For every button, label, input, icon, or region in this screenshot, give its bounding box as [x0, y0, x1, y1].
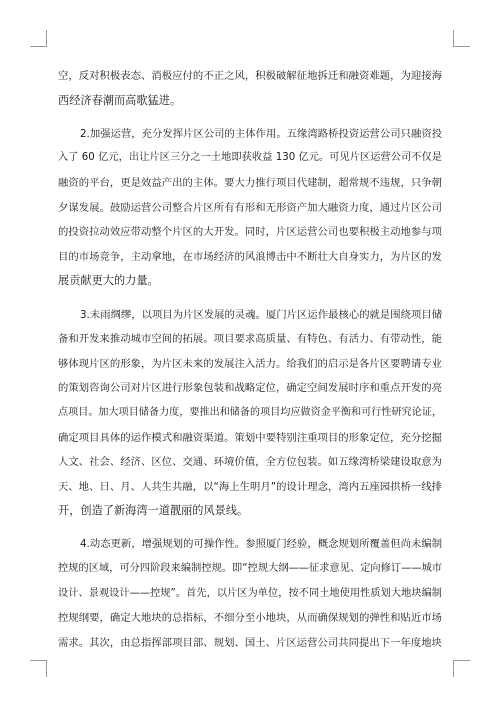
text-line: 确定项目具体的运作模式和融资渠道。策划中要特别注重项目的形象定位，充分挖掘 — [58, 431, 442, 444]
text-line: 空，反对积极表态、消极应付的不正之风，积极破解征地拆迁和融资难题，为迎接海 — [58, 70, 442, 82]
text-line: 3.未雨绸缪，以项目为片区发展的灵魂。厦门片区运作最核心的就是围绕项目储 — [80, 308, 442, 321]
crop-mark-top-left — [30, 30, 47, 47]
paragraph-continuation — [58, 64, 442, 113]
crop-mark-bottom-right — [453, 660, 470, 677]
text-line: 需求。其次，由总指挥部项目部、规划、国土、片区运营公司共同提出下一年度地块 — [58, 636, 442, 649]
text-line: 入了 60 亿元，出让片区三分之一土地即获收益 130 亿元。可见片区运营公司不仅是 — [58, 152, 442, 164]
text-line: 2.加强运营，充分发挥片区公司的主体作用。五缘湾路桥投资运营公司只融资投 — [80, 127, 442, 140]
paragraph-planning — [58, 532, 442, 655]
paragraph-operations — [58, 122, 442, 294]
text-line: 人文、社会、经济、区位、交通、环境价值，全方位包装。如五缘湾桥梁建设取意为 — [58, 456, 442, 469]
text-line: 目的市场竞争，主动拿地，在市场经济的风浪博击中不断壮大自身实力，为片区的发 — [58, 250, 442, 263]
crop-mark-top-right — [453, 30, 470, 47]
text-line: 的投资拉动效应带动整个片区的大开发。同时，片区运营公司也要积极主动地参与项 — [58, 226, 442, 239]
text-line: 够体现片区的形象，为片区未来的发展注入活力。给我们的启示是各片区要聘请专业 — [58, 357, 442, 370]
text-line: 备和开发来推动城市空间的拓展。项目要求高质量、有特色、有活力、有带动性，能 — [58, 333, 442, 346]
paragraph-projects — [58, 303, 442, 524]
text-line: 控规的区域，可分四阶段来编制控规。即“控规大纲——征求意见、定向修订——城市 — [58, 563, 442, 575]
text-line: 设计、景观设计——控规”。首先，以片区为单位，按不同土地使用性质划大地块编制 — [58, 587, 442, 599]
text-line: 展贡献更大的力量。 — [58, 274, 159, 288]
text-line: 融资的平台，更是效益产出的主体。要大力推行项目代建制，超常规不违规，只争朝 — [58, 176, 442, 189]
text-line: 控规纲要，确定大地块的总指标，不细分至小地块，从而确保规划的弹性和贴近市场 — [58, 612, 442, 625]
text-line: 的策划咨询公司对片区进行形象包装和战略定位，确定空间发展时序和重点开发的亮 — [58, 382, 442, 395]
crop-mark-bottom-left — [30, 660, 47, 677]
text-line: 夕谋发展。鼓励运营公司整合片区所有有形和无形资产加大融资力度，通过片区公司 — [58, 201, 442, 214]
text-line: 西经济春潮而高歌猛进。 — [58, 93, 182, 107]
document-page — [58, 64, 442, 664]
text-line: 天、地、日、月、人共生共融，以“海上生明月”的设计理念，湾内五座园拱桥一线排 — [58, 480, 442, 493]
text-line: 点项目。加大项目储备力度，要推出和储备的项目均应做资金平衡和可行性研究论证， — [58, 406, 442, 418]
text-line: 4.动态更新，增强规划的可操作性。参照厦门经验，概念规划所覆盖但尚未编制 — [80, 538, 442, 551]
text-line: 开，创造了新海湾一道靓丽的风景线。 — [58, 504, 249, 518]
